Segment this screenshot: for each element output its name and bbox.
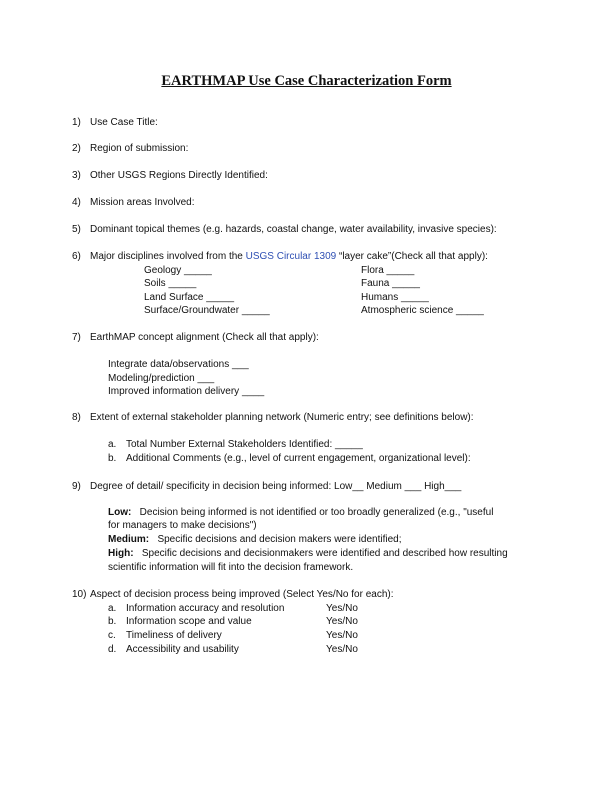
high-label: High: — [108, 548, 134, 559]
q4-label: Mission areas Involved: — [90, 197, 195, 208]
q6-label — [90, 251, 488, 263]
concept-improved-delivery[interactable]: Improved information delivery ____ — [108, 386, 265, 397]
medium-definition — [108, 534, 401, 546]
q10d-text: Accessibility and usability — [126, 644, 239, 655]
q10-number: 10) — [72, 589, 87, 600]
discipline-atmospheric-science[interactable]: Atmospheric science _____ — [361, 305, 484, 316]
q10d-answer[interactable]: Yes/No — [326, 644, 358, 655]
q8b-text[interactable]: Additional Comments (e.g., level of current engagement, organizational level): — [126, 453, 471, 464]
concept-integrate-data[interactable]: Integrate data/observations ___ — [108, 359, 249, 370]
q8a-text[interactable]: Total Number External Stakeholders Identified: _____ — [126, 439, 363, 450]
discipline-fauna[interactable]: Fauna _____ — [361, 278, 420, 289]
q6-suffix: “layer cake”(Check all that apply): — [336, 251, 488, 262]
q10a-letter: a. — [108, 603, 117, 614]
discipline-soils[interactable]: Soils _____ — [144, 278, 197, 289]
q10a-text: Information accuracy and resolution — [126, 603, 285, 614]
q10c-answer[interactable]: Yes/No — [326, 630, 358, 641]
q5-number: 5) — [72, 224, 81, 235]
q6-number: 6) — [72, 251, 81, 262]
q3-number: 3) — [72, 170, 81, 181]
q1-number: 1) — [72, 117, 81, 128]
medium-text: Specific decisions and decision makers were identified; — [157, 534, 402, 545]
q8a-letter: a. — [108, 439, 117, 450]
high-text-continued: scientific information will fit into the decision framework. — [108, 562, 354, 573]
q10d-letter: d. — [108, 644, 117, 655]
q7-number: 7) — [72, 332, 81, 343]
q3-label: Other USGS Regions Directly Identified: — [90, 170, 268, 181]
q8-label: Extent of external stakeholder planning network (Numeric entry; see definitions below): — [90, 412, 474, 423]
discipline-land-surface[interactable]: Land Surface _____ — [144, 292, 235, 303]
low-text: Decision being informed is not identified or too broadly generalized (e.g., "useful — [139, 507, 494, 518]
medium-label: Medium: — [108, 534, 150, 545]
q10a-answer[interactable]: Yes/No — [326, 603, 358, 614]
q8-number: 8) — [72, 412, 81, 423]
q5-label: Dominant topical themes (e.g. hazards, coastal change, water availability, invasive species): — [90, 224, 497, 235]
q10b-letter: b. — [108, 616, 117, 627]
concept-modeling-prediction[interactable]: Modeling/prediction ___ — [108, 373, 215, 384]
high-definition — [108, 548, 508, 560]
q9-number: 9) — [72, 481, 81, 492]
q10-label: Aspect of decision process being improved (Select Yes/No for each): — [90, 589, 394, 600]
high-text: Specific decisions and decisionmakers were identified and described how resulting — [141, 548, 508, 559]
low-label: Low: — [108, 507, 132, 518]
q10c-text: Timeliness of delivery — [126, 630, 222, 641]
q2-label: Region of submission: — [90, 143, 189, 154]
q10b-answer[interactable]: Yes/No — [326, 616, 358, 627]
q10c-letter: c. — [108, 630, 116, 641]
q4-number: 4) — [72, 197, 81, 208]
low-text-continued: for managers to make decisions") — [108, 520, 257, 531]
discipline-humans[interactable]: Humans _____ — [361, 292, 429, 303]
q6-prefix: Major disciplines involved from the — [90, 251, 246, 262]
page-title: EARTHMAP Use Case Characterization Form — [161, 73, 452, 89]
q8b-letter: b. — [108, 453, 117, 464]
q1-label: Use Case Title: — [90, 117, 158, 128]
q10b-text: Information scope and value — [126, 616, 252, 627]
discipline-flora[interactable]: Flora _____ — [361, 265, 415, 276]
low-definition — [108, 507, 493, 519]
q2-number: 2) — [72, 143, 81, 154]
q7-label: EarthMAP concept alignment (Check all that apply): — [90, 332, 319, 343]
discipline-geology[interactable]: Geology _____ — [144, 265, 212, 276]
q9-label[interactable]: Degree of detail/ specificity in decision being informed: Low__ Medium ___ High___ — [90, 481, 462, 492]
discipline-surface-groundwater[interactable]: Surface/Groundwater _____ — [144, 305, 270, 316]
usgs-circular-link[interactable]: USGS Circular 1309 — [245, 251, 337, 262]
